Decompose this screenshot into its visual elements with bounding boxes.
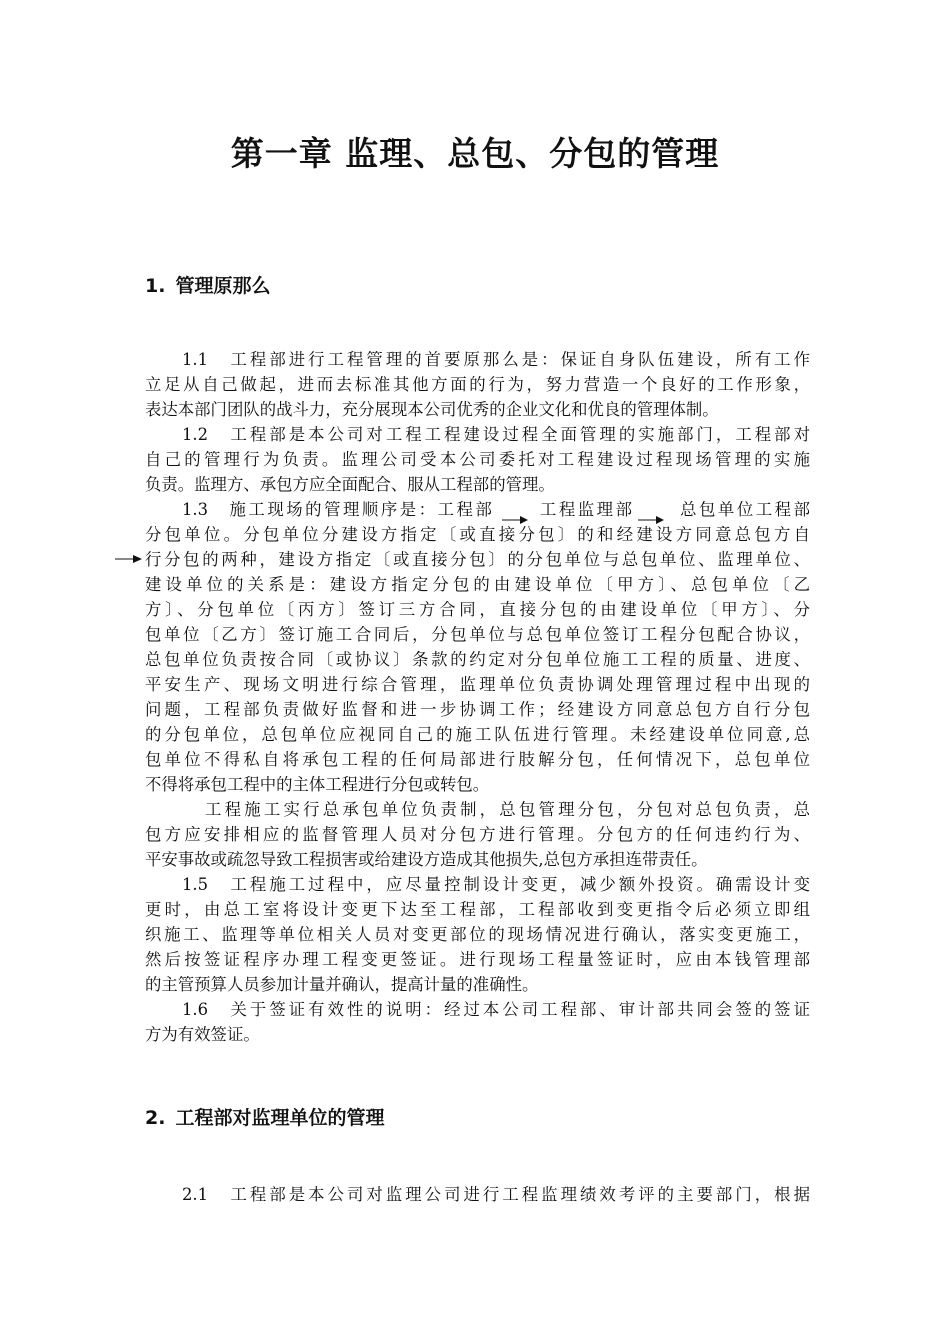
section-title: 工程部对监理单位的管理	[175, 1107, 385, 1129]
flow-arrow-icon	[500, 513, 530, 527]
text-line: 1.5 工程施工过程中，应尽量控制设计变更，减少额外投资。确需设计变	[182, 875, 810, 894]
text-line: 1.6 关于签证有效性的说明：经过本公司工程部、审计部共同会签的签证	[182, 1000, 810, 1019]
section-heading-1	[145, 271, 270, 298]
text-line: 的分包单位，总包单位应视同自己的施工队伍进行管理。未经建设单位同意,总	[145, 725, 810, 744]
text-line: 织施工、监理等单位相关人员对变更部位的现场情况进行确认，落实变更施工，	[145, 925, 810, 944]
text-line: 的主管预算人员参加计量并确认，提高计量的准确性。	[145, 975, 539, 994]
text-line: 立足从自己做起，进而去标准其他方面的行为，努力营造一个良好的工作形象，	[145, 375, 810, 394]
text-line: 建设单位的关系是：建设方指定分包的由建设单位〔甲方〕、总包单位〔乙	[145, 575, 810, 594]
text-line: 方为有效签证。	[145, 1025, 260, 1044]
margin-arrow-icon	[115, 553, 143, 565]
text-line: 方〕、分包单位〔丙方〕签订三方合同，直接分包的由建设单位〔甲方〕、分	[145, 600, 810, 619]
text-line: 更时，由总工室将设计变更下达至工程部，工程部收到变更指令后必须立即组	[145, 900, 810, 919]
text-line: 2.1 工程部是本公司对监理公司进行工程监理绩效考评的主要部门，根据	[182, 1185, 810, 1204]
text-line: 工程施工实行总承包单位负责制，总包管理分包，分包对总包负责，总	[205, 800, 810, 819]
text-line: 平安事故或疏忽导致工程损害或给建设方造成其他损失,总包方承担连带责任。	[145, 850, 708, 869]
text-line: 不得将承包工程中的主体工程进行分包或转包。	[145, 775, 490, 794]
text-line: 行分包的两种，建设方指定〔或直接分包〕的分包单位与总包单位、监理单位、	[145, 550, 810, 569]
text-line: 总包单位负责按合同〔或协议〕条款的约定对分包单位施工工程的质量、进度、	[145, 650, 810, 669]
text-line: 1.3 施工现场的管理顺序是：工程部 工程监理部 总包单位工程部	[182, 500, 810, 519]
section-heading-2	[145, 1103, 384, 1130]
text-line: 包单位不得私自将承包工程的任何局部进行肢解分包，任何情况下，总包单位	[145, 750, 810, 769]
flow-arrow-icon	[636, 513, 666, 527]
text-line: 然后按签证程序办理工程变更签证。进行现场工程量签证时，应由本钱管理部	[145, 950, 810, 969]
text-line: 包单位〔乙方〕签订施工合同后，分包单位与总包单位签订工程分包配合协议，	[145, 625, 810, 644]
text-line: 负责。监理方、承包方应全面配合、服从工程部的管理。	[145, 475, 555, 494]
text-line: 表达本部门团队的战斗力，充分展现本公司优秀的企业文化和优良的管理体制。	[145, 400, 719, 419]
section-title: 管理原那么	[175, 275, 271, 297]
text-line: 包方应安排相应的监督管理人员对分包方进行管理。分包方的任何违约行为、	[145, 825, 810, 844]
text-line: 1.2 工程部是本公司对工程工程建设过程全面管理的实施部门，工程部对	[182, 425, 810, 444]
section-number: 2.	[145, 1107, 166, 1129]
page-title: 第一章 监理、总包、分包的管理	[230, 134, 720, 173]
text-line: 分包单位。分包单位分建设方指定〔或直接分包〕的和经建设方同意总包方自	[145, 525, 810, 544]
text-line: 自己的管理行为负责。监理公司受本公司委托对工程建设过程现场管理的实施	[145, 450, 810, 469]
text-line: 平安生产、现场文明进行综合管理，监理单位负责协调处理管理过程中出现的	[145, 675, 810, 694]
text-line: 问题，工程部负责做好监督和进一步协调工作；经建设方同意总包方自行分包	[145, 700, 810, 719]
text-line: 1.1 工程部进行工程管理的首要原那么是：保证自身队伍建设，所有工作	[182, 350, 810, 369]
section-number: 1.	[145, 275, 166, 297]
